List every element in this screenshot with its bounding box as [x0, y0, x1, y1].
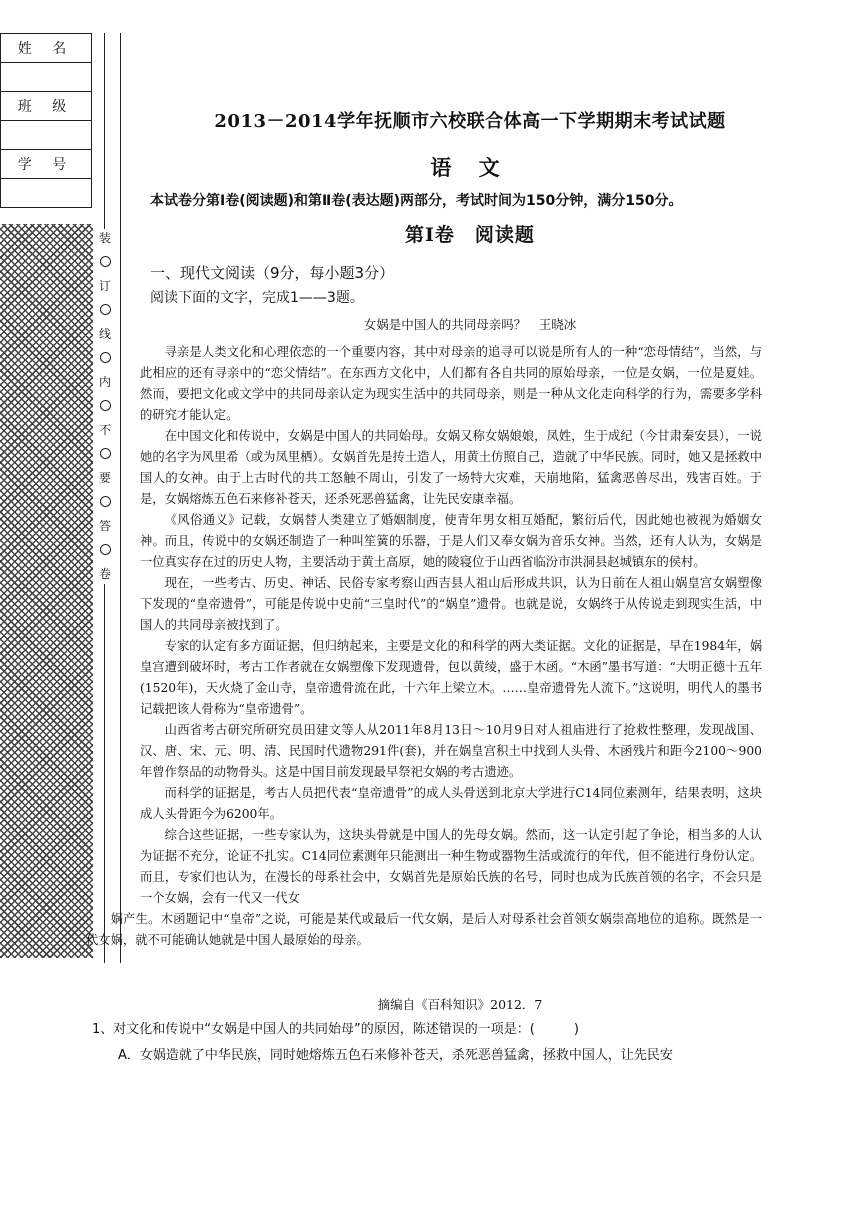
- section-instruction: 阅读下面的文字，完成1——3题。: [150, 290, 364, 306]
- seal-circle-icon: [100, 496, 111, 507]
- student-id-field[interactable]: [1, 179, 92, 208]
- seal-circle-icon: [100, 304, 111, 315]
- seal-char: 内: [98, 375, 111, 389]
- article-paragraph: 寻亲是人类文化和心理依恋的一个重要内容，其中对母亲的追寻可以说是所有人的一种“恋母情结”，当然，与此相应的还有寻亲中的“恋父情结”。在东西方文化中，人们都有各自共同的原始母亲，一位是女娲，一位是夏娃。然而，要把文化或文学中的共同母亲认定为现实生活中的共同母亲，则是一种从文化走向科学的行为，需要多学科的研究才能认定。: [140, 345, 762, 422]
- article-paragraph: 专家的认定有多方面证据，但归纳起来，主要是文化的和科学的两大类证据。文化的证据是，早在1984年，娲皇宫遭到破坏时，考古工作者就在女娲塑像下发现遗骨，包以黄绫，盛于木函。“木函”墨书写道：“大明正德十五年(1520年)，天火烧了金山寺，皇帝遗骨流在此，十六年上梁立木。……皇帝遗骨先人流下。”这说明，明代人的墨书记载把该人骨称为“皇帝遗骨”。: [140, 639, 762, 716]
- article-paragraph: 综合这些证据，一些专家认为，这块头骨就是中国人的先母女娲。然而，这一认定引起了争论，相当多的人认为证据不充分，论证不扎实。C14同位素测年只能测出一种生物或器物生活或流行的年代，但不能进行身份认定。而且，专家们也认为，在漫长的母系社会中，女娲首先是原始氏族的名号，同时也成为氏族首领的名字，不会只是一个女娲，会有一代又一代女: [140, 828, 762, 905]
- seal-char: 答: [98, 519, 111, 533]
- seal-circle-icon: [100, 352, 111, 363]
- student-id-label: 学 号: [1, 150, 92, 179]
- article-paragraph: 而科学的证据是，考古人员把代表“皇帝遗骨”的成人头骨送到北京大学进行C14同位素测年，结果表明，这块成人头骨距今为6200年。: [140, 786, 762, 821]
- seal-char: 订: [98, 279, 111, 293]
- seal-line-column: [97, 229, 113, 584]
- volume-heading: 第Ⅰ卷 阅读题: [405, 224, 535, 246]
- article-title: 女娲是中国人的共同母亲吗？ 王晓冰: [363, 317, 577, 332]
- seal-char: 不: [98, 423, 111, 437]
- seal-char: 线: [98, 327, 111, 341]
- class-field[interactable]: [1, 121, 92, 150]
- seal-char: 要: [98, 471, 111, 485]
- article-body: [86, 342, 762, 951]
- article-paragraph: 在中国文化和传说中，女娲是中国人的共同始母。女娲又称女娲娘娘，凤姓，生于成纪（今甘肃秦安县），一说她的名字为风里希（或为凤里栖）。女娲首先是抟土造人，用黄土仿照自己，造就了中华民族。同时，她又是拯救中国人的女神。由于上古时代的共工怒触不周山，引发了一场特大灾难，天崩地陷，猛禽恶兽尽出，残害百姓。于是，女娲熔炼五色石来修补苍天，还杀死恶兽猛禽，让先民安康幸福。: [140, 429, 762, 506]
- subject-title: 语 文: [430, 155, 510, 180]
- seal-circle-icon: [100, 448, 111, 459]
- exam-title: 2013－2014学年抚顺市六校联合体高一下学期期末考试试题: [214, 111, 726, 132]
- seal-circle-icon: [100, 256, 111, 267]
- article-source: 摘编自《百科知识》2012．7: [377, 997, 543, 1012]
- margin-line-right: [120, 33, 121, 963]
- seal-circle-icon: [100, 544, 111, 555]
- name-field[interactable]: [1, 63, 92, 92]
- article-paragraph: 娲产生。木函题记中“皇帝”之说，可能是某代或最后一代女娲，是后人对母系社会首领女娲崇高地位的追称。既然是一代女娲，就不可能确认她就是中国人最原始的母亲。: [86, 912, 762, 947]
- article-paragraph: 现在，一些考古、历史、神话、民俗专家考察山西吉县人祖山后形成共识，认为日前在人祖山娲皇宫女娲塑像下发现的“皇帝遗骨”，可能是传说中史前“三皇时代”的“娲皇”遗骨。也就是说，女娲终于从传说走到现实生活，中国人的共同母亲被找到了。: [140, 576, 762, 632]
- name-label: 姓 名: [1, 34, 92, 63]
- article-paragraph: 山西省考古研究所研究员田建文等人从2011年8月13日～10月9日对人祖庙进行了抢救性整理，发现战国、汉、唐、宋、元、明、清、民国时代遗物291件(套)，并在娲皇宫积土中找到人头骨、木函残片和距今2100～900年曾作祭品的动物骨头。这是中国目前发现最早祭祀女娲的考古遗迹。: [140, 723, 762, 779]
- exam-intro: 本试卷分第Ⅰ卷(阅读题)和第Ⅱ卷(表达题)两部分，考试时间为150分钟，满分150分。: [150, 193, 683, 209]
- class-label: 班 级: [1, 92, 92, 121]
- hatched-margin: [0, 224, 93, 958]
- seal-circle-icon: [100, 400, 111, 411]
- seal-char: 装: [98, 231, 111, 245]
- student-info-table: [0, 33, 92, 208]
- seal-char: 卷: [98, 567, 111, 581]
- question-1-stem: 1、对文化和传说中“女娲是中国人的共同始母”的原因，陈述错误的一项是：( ): [92, 1022, 579, 1037]
- article-paragraph: 《风俗通义》记载，女娲替人类建立了婚姻制度，使青年男女相互婚配，繁衍后代，因此她也被视为婚姻女神。而且，传说中的女娲还制造了一种叫笙簧的乐器，于是人们又奉女娲为音乐女神。当然，还有人认为，女娲是一位真实存在过的历史人物，主要活动于黄土高原，她的陵寝位于山西省临汾市洪洞县赵城镇东的侯村。: [140, 513, 762, 569]
- question-1-option-a[interactable]: A．女娲造就了中华民族，同时她熔炼五色石来修补苍天，杀死恶兽猛禽，拯救中国人，让先民安: [118, 1048, 673, 1063]
- section-heading: 一、现代文阅读（9分，每小题3分）: [150, 264, 395, 282]
